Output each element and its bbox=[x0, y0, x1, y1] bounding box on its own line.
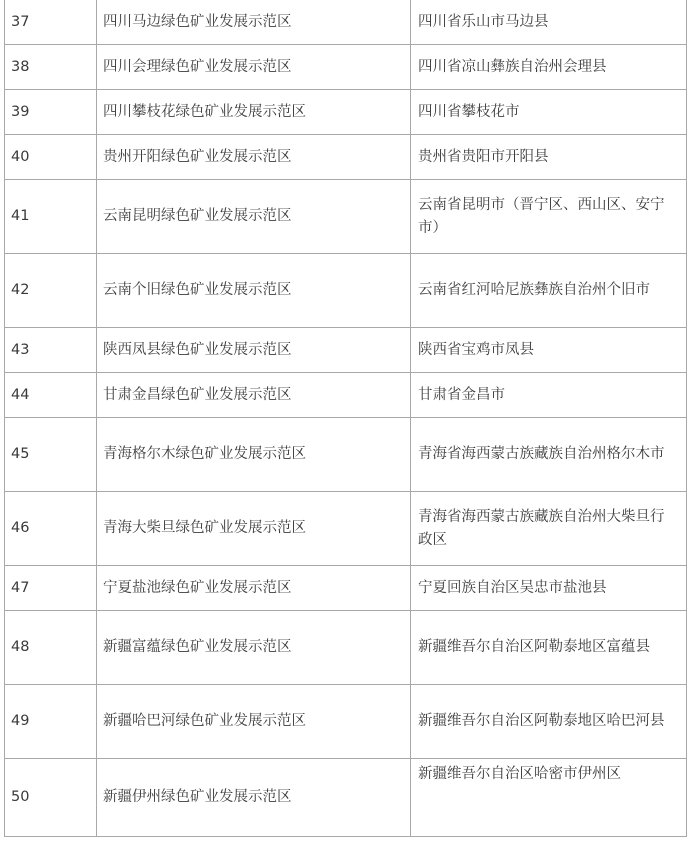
table-row bbox=[5, 254, 687, 328]
zone-location: 青海省海西蒙古族藏族自治州大柴旦行政区 bbox=[411, 492, 687, 566]
zone-name: 新疆伊州绿色矿业发展示范区 bbox=[97, 759, 411, 837]
zone-location: 四川省乐山市马边县 bbox=[411, 0, 687, 45]
zone-name: 甘肃金昌绿色矿业发展示范区 bbox=[97, 373, 411, 418]
table-row bbox=[5, 0, 687, 45]
zone-location: 云南省红河哈尼族彝族自治州个旧市 bbox=[411, 254, 687, 328]
row-number: 43 bbox=[5, 328, 97, 373]
zone-name: 四川马边绿色矿业发展示范区 bbox=[97, 0, 411, 45]
zone-name: 四川会理绿色矿业发展示范区 bbox=[97, 45, 411, 90]
zone-name: 四川攀枝花绿色矿业发展示范区 bbox=[97, 90, 411, 135]
table-row bbox=[5, 328, 687, 373]
zone-location: 贵州省贵阳市开阳县 bbox=[411, 135, 687, 180]
table-row bbox=[5, 418, 687, 492]
zone-location: 陕西省宝鸡市凤县 bbox=[411, 328, 687, 373]
zone-location: 新疆维吾尔自治区阿勒泰地区哈巴河县 bbox=[411, 685, 687, 759]
table-row bbox=[5, 373, 687, 418]
zone-location: 四川省攀枝花市 bbox=[411, 90, 687, 135]
zone-name: 云南个旧绿色矿业发展示范区 bbox=[97, 254, 411, 328]
row-number: 42 bbox=[5, 254, 97, 328]
zone-name: 宁夏盐池绿色矿业发展示范区 bbox=[97, 566, 411, 611]
table-row bbox=[5, 566, 687, 611]
demo-zone-table bbox=[4, 0, 687, 837]
zone-name: 云南昆明绿色矿业发展示范区 bbox=[97, 180, 411, 254]
zone-location: 云南省昆明市（晋宁区、西山区、安宁市） bbox=[411, 180, 687, 254]
table-row bbox=[5, 90, 687, 135]
row-number: 47 bbox=[5, 566, 97, 611]
zone-location: 新疆维吾尔自治区哈密市伊州区 bbox=[411, 759, 687, 837]
table-row bbox=[5, 685, 687, 759]
row-number: 37 bbox=[5, 0, 97, 45]
row-number: 41 bbox=[5, 180, 97, 254]
row-number: 38 bbox=[5, 45, 97, 90]
table-row bbox=[5, 759, 687, 837]
row-number: 49 bbox=[5, 685, 97, 759]
zone-location: 甘肃省金昌市 bbox=[411, 373, 687, 418]
table-row bbox=[5, 45, 687, 90]
row-number: 48 bbox=[5, 611, 97, 685]
table-row bbox=[5, 492, 687, 566]
zone-name: 陕西凤县绿色矿业发展示范区 bbox=[97, 328, 411, 373]
zone-name: 贵州开阳绿色矿业发展示范区 bbox=[97, 135, 411, 180]
zone-location: 宁夏回族自治区吴忠市盐池县 bbox=[411, 566, 687, 611]
row-number: 50 bbox=[5, 759, 97, 837]
zone-name: 青海大柴旦绿色矿业发展示范区 bbox=[97, 492, 411, 566]
table-row bbox=[5, 135, 687, 180]
row-number: 46 bbox=[5, 492, 97, 566]
zone-name: 青海格尔木绿色矿业发展示范区 bbox=[97, 418, 411, 492]
zone-location: 新疆维吾尔自治区阿勒泰地区富蕴县 bbox=[411, 611, 687, 685]
row-number: 45 bbox=[5, 418, 97, 492]
row-number: 40 bbox=[5, 135, 97, 180]
zone-name: 新疆富蕴绿色矿业发展示范区 bbox=[97, 611, 411, 685]
zone-location: 四川省凉山彝族自治州会理县 bbox=[411, 45, 687, 90]
zone-name: 新疆哈巴河绿色矿业发展示范区 bbox=[97, 685, 411, 759]
table-row bbox=[5, 180, 687, 254]
zone-location: 青海省海西蒙古族藏族自治州格尔木市 bbox=[411, 418, 687, 492]
row-number: 39 bbox=[5, 90, 97, 135]
table-row bbox=[5, 611, 687, 685]
row-number: 44 bbox=[5, 373, 97, 418]
